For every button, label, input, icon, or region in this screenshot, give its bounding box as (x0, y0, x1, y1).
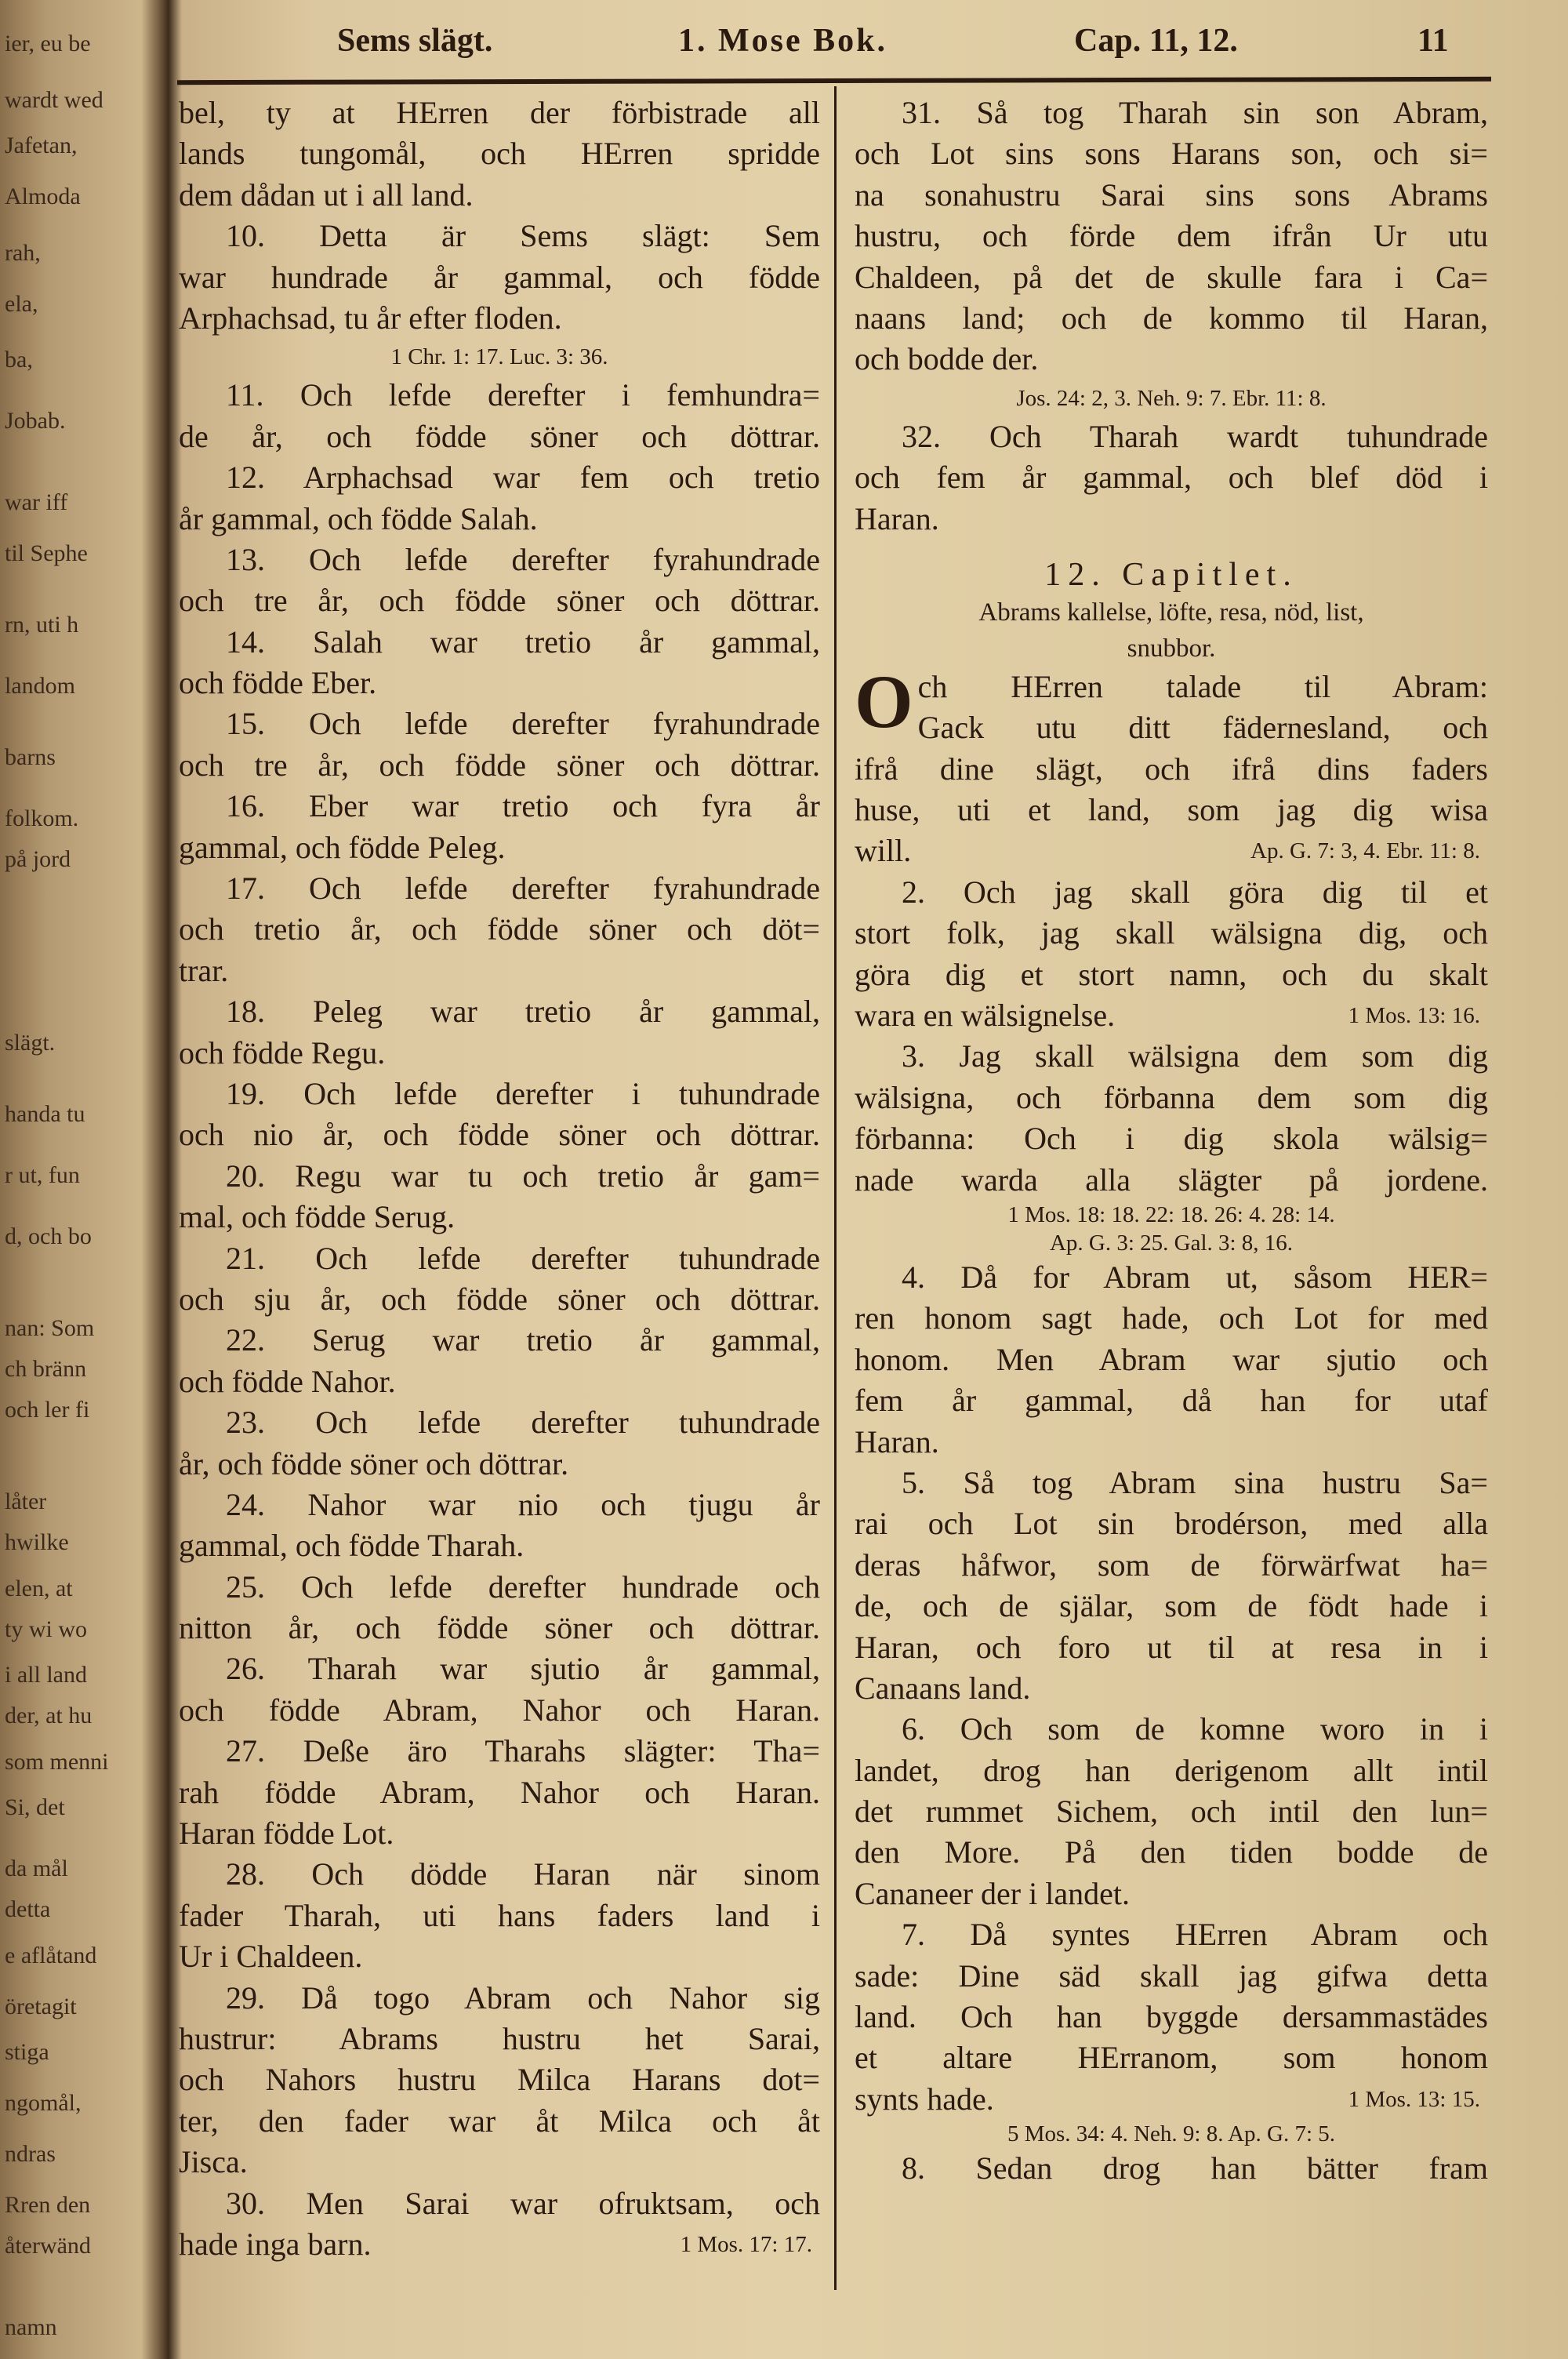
text-line: 31. Så tog Tharah sin son Abram, (902, 95, 1488, 130)
text-line: 20. Regu war tu och tretio år gam= (226, 1158, 820, 1194)
facing-page-fragment: på jord (5, 846, 71, 872)
cross-reference: 1 Chr. 1: 17. Luc. 3: 36. (390, 344, 608, 370)
text-line: hustrur: Abrams hustru het Sarai, (179, 2020, 820, 2056)
facing-page-fragment: rn, uti h (5, 612, 79, 638)
text-line: nitton år, och födde söner och döttrar. (179, 1610, 820, 1646)
text-line: lands tungomål, och HErren spridde (179, 136, 820, 172)
text-line: 18. Peleg war tretio år gammal, (226, 994, 820, 1030)
text-line: rai och Lot sin brodérson, med alla (855, 1506, 1488, 1542)
text-line: hustru, och förde dem ifrån Ur utu (855, 218, 1488, 254)
text-line: 24. Nahor war nio och tjugu år (226, 1486, 820, 1522)
facing-page-fragment: låter (5, 1488, 47, 1514)
text-line: 13. Och lefde derefter fyrahundrade (226, 541, 820, 577)
text-line: år gammal, och födde Salah. (179, 500, 538, 536)
page-number: 11 (1417, 23, 1449, 59)
text-line: rah födde Abram, Nahor och Haran. (179, 1774, 820, 1810)
cross-reference: Jos. 24: 2, 3. Neh. 9: 7. Ebr. 11: 8. (1016, 385, 1327, 411)
cross-reference: 5 Mos. 34: 4. Neh. 9: 8. Ap. G. 7: 5. (1007, 2121, 1336, 2147)
text-line: ter, den fader war åt Milca och åt (179, 2103, 820, 2139)
line-text: synts hade. (855, 2081, 994, 2117)
cross-reference: 1 Mos. 13: 16. (1348, 1003, 1480, 1029)
text-line: och tre år, och födde söner och döttrar. (179, 747, 820, 783)
header-rule (177, 77, 1491, 85)
text-line: förbanna: Och i dig skola wälsig= (855, 1121, 1488, 1157)
text-line: fem år gammal, då han for utaf (855, 1383, 1488, 1419)
text-line: de, och de själar, som de födt hade i (855, 1588, 1488, 1624)
text-line: 7. Då syntes HErren Abram och (902, 1917, 1488, 1953)
chapter-heading: 12. Capitlet. (1044, 556, 1298, 593)
facing-page-fragment: barns (5, 744, 56, 770)
line-text: wara en wälsignelse. (855, 998, 1116, 1034)
facing-page-fragment: återwänd (5, 2233, 91, 2259)
text-line: naans land; och de kommo til Haran, (855, 300, 1488, 336)
text-line: år, och födde söner och döttrar. (179, 1445, 569, 1481)
facing-page-fragment: som menni (5, 1748, 109, 1775)
text-line: bel, ty at HErren der förbistrade all (179, 95, 820, 130)
text-line: och födde Eber. (179, 665, 377, 701)
text-line: och nio år, och födde söner och döttrar. (179, 1117, 820, 1153)
drop-cap: O (855, 659, 913, 743)
text-line: och födde Regu. (179, 1034, 386, 1070)
text-line: och Lot sins sons Harans son, och si= (855, 136, 1488, 172)
facing-page-fragment: da mål (5, 1856, 68, 1881)
facing-page-fragment: i all land (5, 1662, 87, 1688)
text-line: landet, drog han derigenom allt intil (855, 1752, 1488, 1788)
facing-page-fragment: öretagit (5, 1993, 77, 2019)
text-line: 6. Och som de komne woro in i (902, 1711, 1488, 1747)
text-line: 2. Och jag skall göra dig til et (902, 874, 1488, 910)
cross-reference: Ap. G. 7: 3, 4. Ebr. 11: 8. (1250, 838, 1480, 864)
text-line: et altare HErranom, som honom (855, 2040, 1488, 2076)
text-line: Ur i Chaldeen. (179, 1939, 363, 1975)
text-line-with-reference (855, 831, 1488, 871)
facing-page-fragment: namn (5, 2314, 57, 2340)
book-title: 1. Mose Bok. (678, 23, 887, 59)
text-line: 29. Då togo Abram och Nahor sig (226, 1979, 820, 2016)
facing-page-fragment: Jafetan, (5, 133, 78, 158)
facing-page-fragment: ch bränn (5, 1356, 87, 1382)
facing-page-fragment: slägt. (5, 1030, 56, 1056)
facing-page-fragment: til Sephe (5, 540, 88, 566)
facing-page-fragment: ela, (5, 290, 38, 317)
column-divider (834, 86, 837, 2290)
text-line-with-reference (179, 2224, 820, 2265)
text-line: sade: Dine säd skall jag gifwa detta (855, 1957, 1488, 1994)
text-line: 21. Och lefde derefter tuhundrade (226, 1240, 820, 1276)
text-line: 32. Och Tharah wardt tuhundrade (902, 418, 1488, 454)
facing-page-fragment: rah, (5, 239, 41, 266)
facing-page-fragment: ier, eu be (5, 31, 91, 56)
text-line: 11. Och lefde derefter i femhundra= (226, 377, 820, 413)
facing-page-fragment: detta (5, 1896, 51, 1922)
cross-reference: 1 Mos. 18: 18. 22: 18. 26: 4. 28: 14. (1007, 1201, 1335, 1227)
text-line: 27. Deße äro Tharahs slägter: Tha= (226, 1733, 820, 1769)
text-line: Haran. (855, 500, 939, 536)
text-line: och fem år gammal, och blef död i (855, 460, 1488, 496)
text-line: och tretio år, och födde söner och döt= (179, 911, 820, 947)
text-line: och Nahors hustru Milca Harans dot= (179, 2062, 820, 2098)
facing-page-fragment: och ler fi (5, 1397, 90, 1423)
facing-page-fragment: war iff (5, 489, 68, 515)
text-line: de år, och födde söner och döttrar. (179, 418, 820, 454)
text-line: Haran, och foro ut til at resa in i (855, 1629, 1488, 1665)
text-line: ren honom sagt hade, och Lot for med (855, 1300, 1488, 1336)
text-line: stort folk, jag skall wälsigna dig, och (855, 915, 1488, 951)
text-line: gammal, och födde Peleg. (179, 829, 506, 865)
text-line: wälsigna, och förbanna dem som dig (855, 1079, 1488, 1115)
text-line: 23. Och lefde derefter tuhundrade (226, 1405, 820, 1441)
text-line: huse, uti et land, som jag dig wisa (855, 792, 1488, 828)
text-line: honom. Men Abram war sjutio och (855, 1341, 1488, 1377)
text-line: 15. Och lefde derefter fyrahundrade (226, 706, 820, 742)
text-line: ifrå dine slägt, och ifrå dins faders (855, 751, 1488, 787)
text-line: fader Tharah, uti hans faders land i (179, 1897, 820, 1933)
chapter-summary: Abrams kallelse, löfte, resa, nöd, list, (978, 598, 1364, 627)
text-line-with-reference (855, 995, 1488, 1036)
facing-page-fragment: der, at hu (5, 1703, 93, 1728)
text-line: och födde Abram, Nahor och Haran. (179, 1692, 820, 1728)
text-line: 5. Så tog Abram sina hustru Sa= (902, 1464, 1488, 1500)
line-text: will. (855, 833, 912, 869)
facing-page-fragment: handa tu (5, 1101, 85, 1127)
text-line: och sju år, och födde söner och döttrar. (179, 1281, 820, 1317)
facing-page-fragment: ngomål, (5, 2090, 82, 2116)
facing-page-fragment: Rren den (5, 2192, 91, 2218)
text-line: deras håfwor, som de förwärfwat ha= (855, 1547, 1488, 1583)
right-column (855, 93, 1488, 2190)
text-line: 14. Salah war tretio år gammal, (226, 623, 820, 660)
text-line: det rummet Sichem, och intil den lun= (855, 1794, 1488, 1830)
text-line: göra dig et stort namn, och du skalt (855, 956, 1488, 992)
facing-page-fragment: ndras (5, 2141, 56, 2167)
facing-page-fragment: landom (5, 673, 75, 699)
text-line: Cananeer der i landet. (855, 1875, 1130, 1911)
text-line: 12. Arphachsad war fem och tretio (226, 460, 820, 496)
text-line: 22. Serug war tretio år gammal, (226, 1322, 820, 1358)
text-line: 17. Och lefde derefter fyrahundrade (226, 871, 820, 907)
left-column (179, 93, 820, 2265)
facing-page-fragment: d, och bo (5, 1223, 92, 1249)
text-line-with-reference (855, 2079, 1488, 2120)
facing-page-fragment: wardt wed (5, 86, 103, 113)
text-line: gammal, och födde Tharah. (179, 1528, 524, 1564)
text-line: 26. Tharah war sjutio år gammal, (226, 1651, 820, 1687)
facing-page-fragment: folkom. (5, 805, 79, 831)
text-line: 4. Då for Abram ut, såsom HER= (902, 1259, 1488, 1295)
text-line: och födde Nahor. (179, 1363, 396, 1399)
running-title: Sems slägt. (337, 23, 493, 59)
chapter-reference: Cap. 11, 12. (1074, 23, 1238, 59)
text-line: trar. (179, 952, 229, 988)
text-line: 19. Och lefde derefter i tuhundrade (226, 1075, 820, 1111)
text-line: 16. Eber war tretio och fyra år (226, 788, 820, 824)
facing-page-fragment: Jobab. (5, 408, 66, 434)
text-line: och tre år, och födde söner och döttrar. (179, 583, 820, 619)
line-text: ch HErren talade til Abram: (917, 668, 1488, 704)
text-line: och bodde der. (855, 341, 1039, 377)
text-line: Chaldeen, på det de skulle fara i Ca= (855, 259, 1488, 295)
line-text: hade inga barn. (179, 2226, 372, 2262)
facing-page-fragment: stiga (5, 2039, 49, 2065)
text-line: 3. Jag skall wälsigna dem som dig (902, 1038, 1488, 1074)
facing-page-fragment: Almoda (5, 184, 81, 209)
chapter-summary: snubbor. (1127, 634, 1216, 663)
text-line: 10. Detta är Sems slägt: Sem (226, 218, 820, 254)
text-line: mal, och födde Serug. (179, 1199, 456, 1235)
text-line: den More. På den tiden bodde de (855, 1834, 1488, 1870)
text-line: Haran födde Lot. (179, 1816, 394, 1852)
cross-reference: 1 Mos. 17: 17. (680, 2231, 812, 2257)
facing-page-fragment: elen, at (5, 1575, 73, 1601)
text-line: 25. Och lefde derefter hundrade och (226, 1568, 820, 1605)
facing-page-fragment: ty wi wo (5, 1616, 87, 1642)
text-line: dem dådan ut i all land. (179, 176, 474, 213)
text-line: Jisca. (179, 2144, 248, 2180)
text-line: Haran. (855, 1423, 939, 1459)
text-line: Canaans land. (855, 1670, 1031, 1706)
facing-page-fragment: e aflåtand (5, 1942, 97, 1968)
text-line: Arphachsad, tu år efter floden. (179, 300, 562, 336)
facing-page-fragment: r ut, fun (5, 1162, 80, 1188)
text-line: war hundrade år gammal, och födde (179, 259, 820, 295)
text-line: 8. Sedan drog han bätter fram (902, 2150, 1488, 2186)
text-line: 30. Men Sarai war ofruktsam, och (226, 2185, 820, 2221)
text-line: Gack utu ditt fädernesland, och (917, 710, 1488, 746)
facing-page-fragment: hwilke (5, 1529, 69, 1555)
facing-page-fragment: Si, det (5, 1794, 65, 1820)
text-line: na sonahustru Sarai sins sons Abrams (855, 176, 1488, 213)
text-line: 28. Och dödde Haran när sinom (226, 1856, 820, 1892)
text-line: nade warda alla slägter på jordene. (855, 1161, 1488, 1198)
facing-page-fragment: nan: Som (5, 1315, 95, 1341)
cross-reference: Ap. G. 3: 25. Gal. 3: 8, 16. (1049, 1230, 1294, 1256)
cross-reference: 1 Mos. 13: 15. (1348, 2086, 1480, 2112)
text-line: land. Och han byggde dersammastädes (855, 1999, 1488, 2035)
facing-page-fragment: ba, (5, 347, 33, 373)
